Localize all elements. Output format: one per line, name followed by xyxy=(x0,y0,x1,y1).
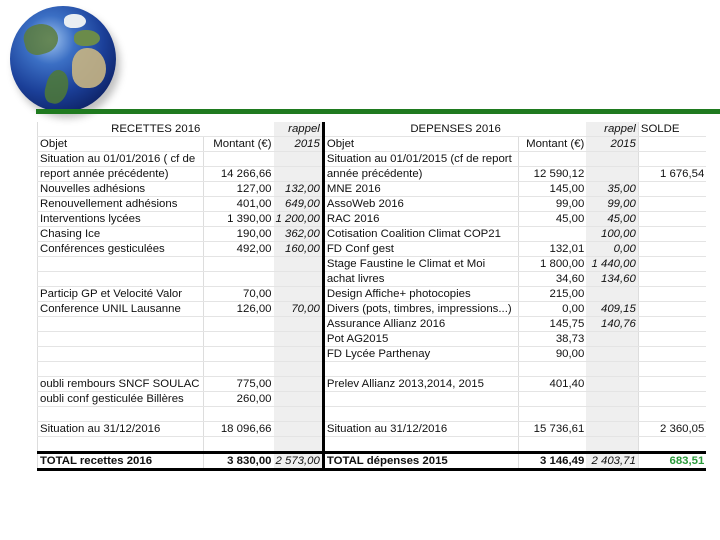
depense-montant-cell xyxy=(518,407,586,422)
recette-rappel-cell: 160,00 xyxy=(274,242,324,257)
table-row xyxy=(38,227,707,242)
recette-montant-cell xyxy=(204,317,274,332)
depense-rappel-cell: 140,76 xyxy=(586,317,638,332)
depense-montant-cell: 15 736,61 xyxy=(518,422,586,437)
recette-montant-cell: 127,00 xyxy=(204,182,274,197)
recette-rappel-cell xyxy=(274,437,324,453)
depense-montant-cell: 132,01 xyxy=(518,242,586,257)
table-row xyxy=(38,212,707,227)
table-row xyxy=(38,377,707,392)
header-divider xyxy=(36,109,720,114)
recette-objet-cell: oubli rembours SNCF SOULAC xyxy=(38,377,204,392)
depense-objet-cell: RAC 2016 xyxy=(323,212,518,227)
recette-montant-cell: 492,00 xyxy=(204,242,274,257)
depense-objet-cell xyxy=(323,392,518,407)
depense-montant-cell: 0,00 xyxy=(518,302,586,317)
depense-rappel-cell: 409,15 xyxy=(586,302,638,317)
recette-rappel-cell xyxy=(274,167,324,182)
recette-montant-cell xyxy=(204,332,274,347)
depenses-title: DEPENSES 2016 xyxy=(323,122,586,137)
depense-objet-cell xyxy=(323,437,518,453)
depense-rappel-cell xyxy=(586,152,638,167)
depense-objet-cell: FD Conf gest xyxy=(323,242,518,257)
recette-objet-cell: Situation au 31/12/2016 xyxy=(38,422,204,437)
solde-header: SOLDE xyxy=(638,122,706,137)
table-row xyxy=(38,197,707,212)
total-depense-objet-cell: TOTAL dépenses 2015 xyxy=(323,453,518,470)
solde-cell xyxy=(638,347,706,362)
recette-montant-cell: 775,00 xyxy=(204,377,274,392)
table-row xyxy=(38,422,707,437)
depense-montant-cell xyxy=(518,362,586,377)
recette-montant-cell: 260,00 xyxy=(204,392,274,407)
globe-land xyxy=(64,14,86,28)
rappel-header: rappel xyxy=(274,122,324,137)
objet-header: Objet xyxy=(38,137,204,152)
recette-rappel-cell xyxy=(274,317,324,332)
depense-montant-cell: 34,60 xyxy=(518,272,586,287)
table-row xyxy=(38,272,707,287)
recette-objet-cell xyxy=(38,257,204,272)
recette-rappel-cell: 649,00 xyxy=(274,197,324,212)
recette-objet-cell xyxy=(38,332,204,347)
solde-cell xyxy=(638,392,706,407)
total-depense-rappel-cell: 2 403,71 xyxy=(586,453,638,470)
table-row xyxy=(38,242,707,257)
recette-rappel-cell: 70,00 xyxy=(274,302,324,317)
recette-montant-cell: 18 096,66 xyxy=(204,422,274,437)
depense-objet-cell: AssoWeb 2016 xyxy=(323,197,518,212)
recette-montant-cell: 401,00 xyxy=(204,197,274,212)
recette-objet-cell: Renouvellement adhésions xyxy=(38,197,204,212)
globe-land xyxy=(72,48,106,88)
depense-rappel-cell: 100,00 xyxy=(586,227,638,242)
depense-objet-cell xyxy=(323,362,518,377)
recettes-title: RECETTES 2016 xyxy=(38,122,274,137)
globe-logo xyxy=(10,6,116,112)
recette-objet-cell: Nouvelles adhésions xyxy=(38,182,204,197)
recette-montant-cell: 1 390,00 xyxy=(204,212,274,227)
depense-rappel-cell xyxy=(586,407,638,422)
table-row xyxy=(38,302,707,317)
total-row xyxy=(38,453,707,470)
recette-montant-cell: 126,00 xyxy=(204,302,274,317)
recette-montant-cell xyxy=(204,347,274,362)
depense-objet-cell: Cotisation Coalition Climat COP21 xyxy=(323,227,518,242)
solde-cell xyxy=(638,137,706,152)
depense-objet-cell: année précédente) xyxy=(323,167,518,182)
montant-header: Montant (€) xyxy=(204,137,274,152)
total-recette-objet-cell: TOTAL recettes 2016 xyxy=(38,453,204,470)
recette-objet-cell: report année précédente) xyxy=(38,167,204,182)
recette-montant-cell xyxy=(204,437,274,453)
recette-montant-cell: 190,00 xyxy=(204,227,274,242)
depense-montant-cell: 45,00 xyxy=(518,212,586,227)
recette-rappel-cell xyxy=(274,272,324,287)
recette-montant-cell xyxy=(204,362,274,377)
depense-montant-cell: 145,75 xyxy=(518,317,586,332)
recette-rappel-cell xyxy=(274,332,324,347)
table-row xyxy=(38,332,707,347)
depense-objet-cell: MNE 2016 xyxy=(323,182,518,197)
globe-land xyxy=(21,20,62,58)
depense-montant-cell: 145,00 xyxy=(518,182,586,197)
recette-objet-cell: oubli conf gesticulée Billères xyxy=(38,392,204,407)
recette-rappel-cell: 1 200,00 xyxy=(274,212,324,227)
solde-cell xyxy=(638,437,706,453)
depense-montant-cell: 1 800,00 xyxy=(518,257,586,272)
solde-cell: 2 360,05 xyxy=(638,422,706,437)
solde-cell xyxy=(638,302,706,317)
depense-rappel-cell: 35,00 xyxy=(586,182,638,197)
table-row xyxy=(38,182,707,197)
recette-objet-cell: Conference UNIL Lausanne xyxy=(38,302,204,317)
depense-rappel-cell: 1 440,00 xyxy=(586,257,638,272)
depense-montant-cell xyxy=(518,392,586,407)
solde-cell: 1 676,54 xyxy=(638,167,706,182)
depense-objet-cell: Pot AG2015 xyxy=(323,332,518,347)
recette-rappel-cell xyxy=(274,407,324,422)
recette-montant-cell xyxy=(204,407,274,422)
table-title-row xyxy=(38,122,707,137)
depense-montant-cell xyxy=(518,152,586,167)
table-row xyxy=(38,407,707,422)
solde-cell xyxy=(638,227,706,242)
depense-montant-cell: 215,00 xyxy=(518,287,586,302)
year-header: 2015 xyxy=(586,137,638,152)
depense-objet-cell: Stage Faustine le Climat et Moi xyxy=(323,257,518,272)
depense-montant-cell: 12 590,12 xyxy=(518,167,586,182)
solde-cell xyxy=(638,242,706,257)
depense-montant-cell: 90,00 xyxy=(518,347,586,362)
solde-cell xyxy=(638,287,706,302)
recette-rappel-cell xyxy=(274,362,324,377)
recette-objet-cell: Situation au 01/01/2016 ( cf de xyxy=(38,152,204,167)
recette-montant-cell: 14 266,66 xyxy=(204,167,274,182)
recette-rappel-cell xyxy=(274,287,324,302)
depense-objet-cell: Design Affiche+ photocopies xyxy=(323,287,518,302)
solde-cell xyxy=(638,182,706,197)
depense-rappel-cell xyxy=(586,167,638,182)
depense-objet-cell: FD Lycée Parthenay xyxy=(323,347,518,362)
depense-rappel-cell xyxy=(586,437,638,453)
depense-rappel-cell xyxy=(586,287,638,302)
solde-cell xyxy=(638,377,706,392)
recette-objet-cell: Conférences gesticulées xyxy=(38,242,204,257)
recette-montant-cell xyxy=(204,152,274,167)
recette-rappel-cell xyxy=(274,422,324,437)
depense-rappel-cell xyxy=(586,422,638,437)
total-depense-montant-cell: 3 146,49 xyxy=(518,453,586,470)
depense-rappel-cell xyxy=(586,347,638,362)
recette-objet-cell: Chasing Ice xyxy=(38,227,204,242)
recette-rappel-cell: 362,00 xyxy=(274,227,324,242)
recette-rappel-cell: 132,00 xyxy=(274,182,324,197)
depense-rappel-cell xyxy=(586,392,638,407)
solde-cell xyxy=(638,257,706,272)
solde-cell xyxy=(638,362,706,377)
depense-objet-cell xyxy=(323,407,518,422)
solde-cell xyxy=(638,407,706,422)
depense-montant-cell xyxy=(518,227,586,242)
recette-montant-cell: 70,00 xyxy=(204,287,274,302)
depense-objet-cell: achat livres xyxy=(323,272,518,287)
depense-montant-cell xyxy=(518,437,586,453)
depense-objet-cell: Situation au 01/01/2015 (cf de report xyxy=(323,152,518,167)
recette-rappel-cell xyxy=(274,152,324,167)
depense-objet-cell: Situation au 31/12/2016 xyxy=(323,422,518,437)
recette-objet-cell: Interventions lycées xyxy=(38,212,204,227)
montant-header: Montant (€) xyxy=(518,137,586,152)
table-row xyxy=(38,257,707,272)
table-row xyxy=(38,362,707,377)
depense-montant-cell: 99,00 xyxy=(518,197,586,212)
recette-montant-cell xyxy=(204,257,274,272)
budget-table xyxy=(37,122,706,471)
depense-rappel-cell xyxy=(586,377,638,392)
table-row xyxy=(38,167,707,182)
depense-rappel-cell: 0,00 xyxy=(586,242,638,257)
recette-objet-cell xyxy=(38,272,204,287)
recette-rappel-cell xyxy=(274,347,324,362)
depense-objet-cell: Prelev Allianz 2013,2014, 2015 xyxy=(323,377,518,392)
table-header-row xyxy=(38,137,707,152)
rappel-header: rappel xyxy=(586,122,638,137)
depense-objet-cell: Assurance Allianz 2016 xyxy=(323,317,518,332)
globe-land xyxy=(42,68,72,107)
recette-montant-cell xyxy=(204,272,274,287)
total-recette-rappel-cell: 2 573,00 xyxy=(274,453,324,470)
total-recette-montant-cell: 3 830,00 xyxy=(204,453,274,470)
table-row xyxy=(38,347,707,362)
recette-objet-cell xyxy=(38,317,204,332)
recette-objet-cell xyxy=(38,347,204,362)
solde-cell xyxy=(638,212,706,227)
table-row xyxy=(38,287,707,302)
recette-objet-cell: Particip GP et Velocité Valor xyxy=(38,287,204,302)
solde-cell xyxy=(638,272,706,287)
depense-montant-cell: 38,73 xyxy=(518,332,586,347)
table-row xyxy=(38,437,707,453)
recette-objet-cell xyxy=(38,437,204,453)
depense-montant-cell: 401,40 xyxy=(518,377,586,392)
recette-objet-cell xyxy=(38,362,204,377)
depense-rappel-cell: 45,00 xyxy=(586,212,638,227)
depense-rappel-cell xyxy=(586,362,638,377)
year-header: 2015 xyxy=(274,137,324,152)
solde-cell xyxy=(638,197,706,212)
table-row xyxy=(38,392,707,407)
solde-cell xyxy=(638,152,706,167)
solde-cell xyxy=(638,317,706,332)
depense-rappel-cell: 134,60 xyxy=(586,272,638,287)
objet-header: Objet xyxy=(323,137,518,152)
table-row xyxy=(38,317,707,332)
depense-objet-cell: Divers (pots, timbres, impressions...) xyxy=(323,302,518,317)
total-solde-cell: 683,51 xyxy=(638,453,706,470)
globe-land xyxy=(74,30,100,46)
recette-rappel-cell xyxy=(274,392,324,407)
table-row xyxy=(38,152,707,167)
solde-cell xyxy=(638,332,706,347)
recette-objet-cell xyxy=(38,407,204,422)
depense-rappel-cell: 99,00 xyxy=(586,197,638,212)
recette-rappel-cell xyxy=(274,257,324,272)
depense-rappel-cell xyxy=(586,332,638,347)
recette-rappel-cell xyxy=(274,377,324,392)
